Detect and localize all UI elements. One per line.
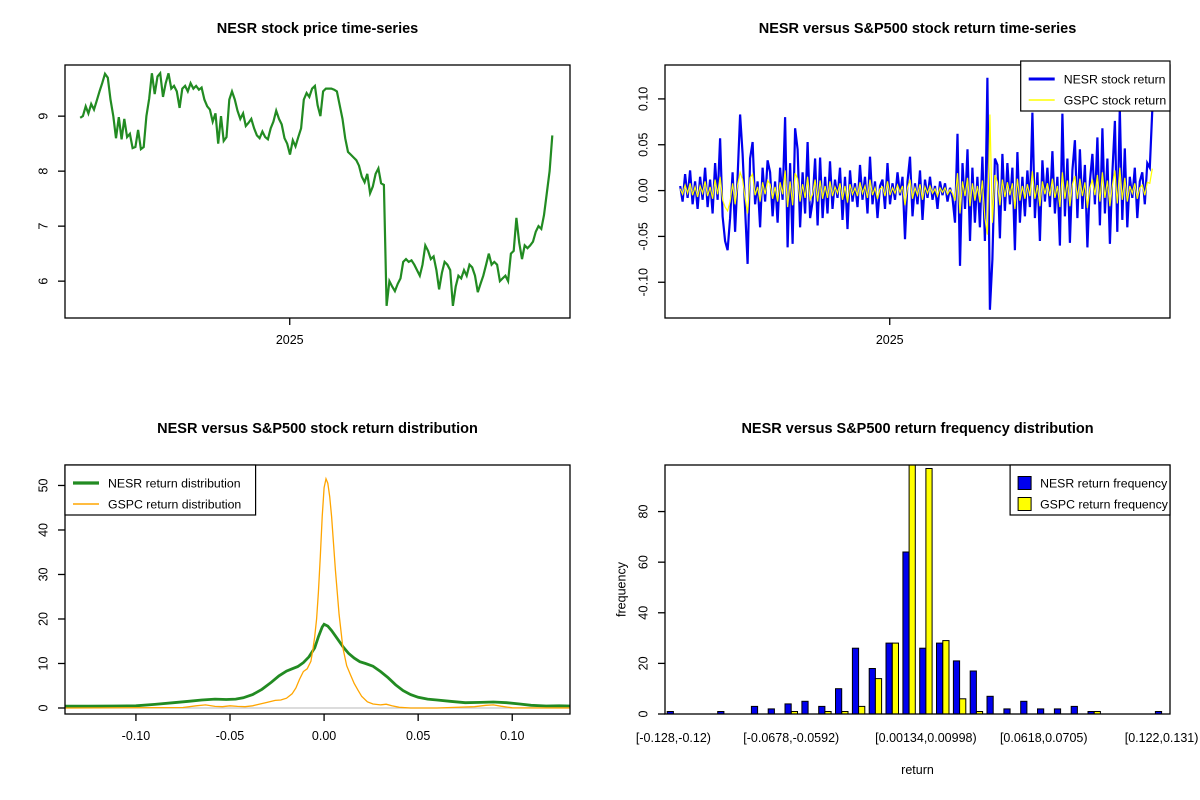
- x-tick-label: -0.10: [121, 729, 151, 743]
- bar-0-18: [970, 671, 976, 714]
- chart-title: NESR versus S&P500 stock return distribution: [157, 421, 478, 437]
- legend-swatch: [1018, 498, 1031, 511]
- series-group: [80, 73, 552, 306]
- bar-1-14: [909, 453, 915, 714]
- return-frequency-chart: [600, 400, 1200, 800]
- y-tick-label: 0.00: [636, 178, 651, 203]
- y-tick-label: 60: [636, 555, 651, 570]
- series-line-0: [64, 624, 583, 706]
- x-axis-label: return: [901, 763, 934, 777]
- y-tick-label: 7: [36, 222, 51, 230]
- bar-1-16: [943, 641, 949, 714]
- panel-return-timeseries: [600, 0, 1200, 400]
- nesr-price-chart: [0, 0, 600, 400]
- bar-0-5: [751, 706, 757, 714]
- y-tick-label: 8: [36, 167, 51, 175]
- y-tick-label: 40: [36, 523, 51, 537]
- y-tick-label: -0.05: [636, 222, 651, 251]
- x-tick-label: [0.122,0.131): [1124, 731, 1199, 745]
- panel-nesr-price-timeseries: [0, 0, 600, 400]
- bar-0-10: [836, 689, 842, 714]
- bar-0-15: [920, 648, 926, 714]
- bar-0-14: [903, 552, 909, 714]
- y-axis-label: frequency: [614, 562, 629, 617]
- x-tick-label: 0.05: [405, 729, 431, 743]
- y-tick-label: 10: [36, 656, 51, 671]
- panel-return-distribution: [0, 400, 600, 800]
- bar-0-23: [1054, 709, 1060, 714]
- x-tick-label: 0.00: [311, 729, 337, 743]
- legend-label: NESR return distribution: [108, 476, 241, 491]
- chart-title: NESR versus S&P500 stock return time-series: [758, 21, 1077, 37]
- chart-title: NESR versus S&P500 return frequency distribution: [741, 421, 1094, 437]
- bar-1-11: [859, 706, 865, 714]
- panel-return-frequency: [600, 400, 1200, 800]
- series-line-0: [80, 73, 552, 306]
- x-tick-label: [-0.128,-0.12): [635, 731, 711, 745]
- bar-0-21: [1021, 701, 1027, 714]
- bar-1-17: [960, 699, 966, 714]
- bar-1-12: [875, 679, 881, 714]
- chart-title: NESR stock price time-series: [216, 21, 419, 37]
- bar-0-24: [1071, 706, 1077, 714]
- y-tick-label: 0: [636, 710, 651, 718]
- x-tick-label: 0.10: [500, 729, 525, 743]
- bar-0-7: [785, 704, 791, 714]
- y-tick-label: 6: [36, 277, 51, 285]
- y-tick-label: 80: [636, 504, 651, 519]
- bar-0-19: [987, 696, 993, 714]
- x-tick-label: 2025: [875, 333, 904, 347]
- bar-0-16: [937, 643, 943, 714]
- y-tick-label: 0.05: [636, 132, 651, 157]
- bar-0-12: [869, 669, 875, 715]
- legend-label: GSPC return frequency: [1040, 497, 1168, 512]
- bar-1-15: [926, 469, 932, 715]
- legend-label: NESR stock return: [1063, 72, 1166, 87]
- y-tick-label: -0.10: [636, 268, 651, 297]
- bar-0-22: [1038, 709, 1044, 714]
- series-group: [680, 78, 1152, 310]
- y-tick-label: 0.10: [636, 86, 651, 112]
- bar-0-11: [852, 648, 858, 714]
- y-tick-label: 50: [36, 478, 51, 493]
- legend-label: GSPC return distribution: [108, 497, 242, 512]
- x-tick-label: [0.00134,0.00998): [875, 731, 977, 745]
- x-tick-label: [0.0618,0.0705): [999, 731, 1088, 745]
- legend-label: GSPC stock return: [1063, 93, 1167, 108]
- legend-swatch: [1018, 477, 1031, 490]
- x-tick-label: [-0.0678,-0.0592): [743, 731, 840, 745]
- return-distribution-chart: [0, 400, 600, 800]
- bar-0-6: [768, 709, 774, 714]
- y-tick-label: 9: [36, 112, 51, 120]
- bar-0-9: [819, 706, 825, 714]
- y-tick-label: 20: [36, 612, 51, 626]
- y-tick-label: 30: [36, 567, 51, 582]
- y-tick-label: 40: [636, 605, 651, 620]
- bar-1-13: [892, 643, 898, 714]
- return-timeseries-chart: [600, 0, 1200, 400]
- bar-0-13: [886, 643, 892, 714]
- x-tick-label: -0.05: [215, 729, 245, 743]
- y-tick-label: 20: [636, 656, 651, 671]
- bar-0-17: [953, 661, 959, 714]
- legend-label: NESR return frequency: [1040, 476, 1168, 491]
- bar-0-20: [1004, 709, 1010, 714]
- y-tick-label: 0: [36, 704, 51, 712]
- bar-0-8: [802, 701, 808, 714]
- x-tick-label: 2025: [275, 333, 304, 347]
